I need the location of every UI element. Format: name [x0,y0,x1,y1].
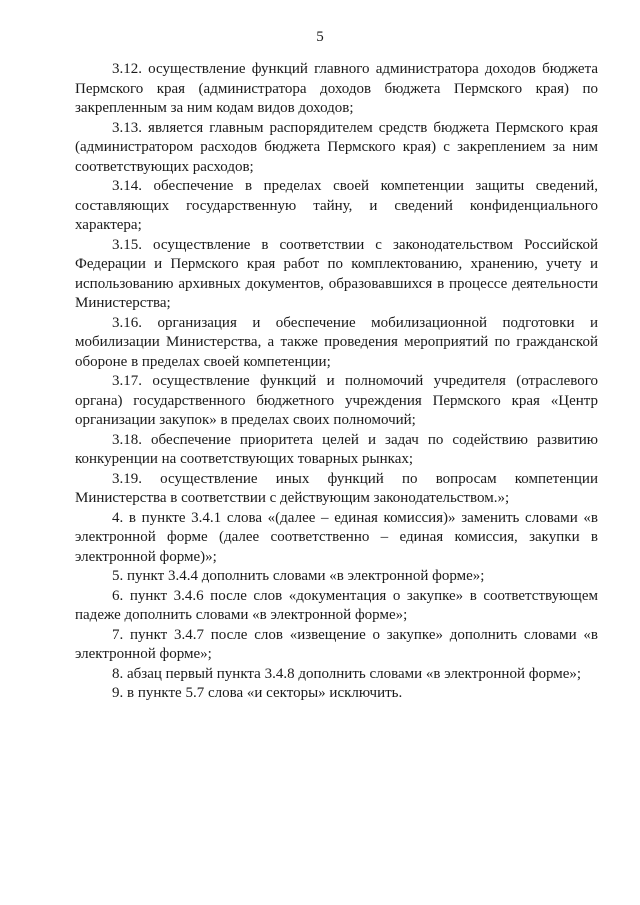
paragraph-item-8: 8. абзац первый пункта 3.4.8 дополнить словами «в электронной форме»; [112,665,582,682]
paragraph-item-5: 5. пункт 3.4.4 дополнить словами «в электронной форме»; [112,568,485,584]
paragraph-3-15: 3.15. осуществление в соответствии с законодательством Российской Федерации и Пермского края работ по комплектованию, хранению, учету и использованию архивных документов, образовавшихся в процессе деятельности Министерства; [75,236,598,311]
paragraph-3-18: 3.18. обеспечение приоритета целей и задач по содействию развитию конкуренции на соответствующих товарных рынках; [75,431,598,467]
paragraph-item-9: 9. в пункте 5.7 слова «и секторы» исключить. [112,685,403,701]
document-body [75,60,598,704]
page-number: 5 [316,29,324,45]
paragraph-3-19: 3.19. осуществление иных функций по вопросам компетенции Министерства в соответствии с действующим законодательством.»; [75,470,598,506]
paragraph-3-13: 3.13. является главным распорядителем средств бюджета Пермского края (администратором расходов бюджета Пермского края) с закреплением за ним соответствующих расходов; [75,119,598,175]
paragraph-3-12: 3.12. осуществление функций главного администратора доходов бюджета Пермского края (администратора доходов бюджета Пермского края) по закрепленным за ним кодам видов доходов; [75,61,598,116]
paragraph-item-4: 4. в пункте 3.4.1 слова «(далее – единая комиссия)» заменить словами «в электронной форме (далее соответственно – единая комиссия, закупки в электронной форме)»; [75,509,598,565]
paragraph-3-14: 3.14. обеспечение в пределах своей компетенции защиты сведений, составляющих государственную тайну, и сведений конфиденциального характера; [75,178,598,233]
paragraph-3-17: 3.17. осуществление функций и полномочий учредителя (отраслевого органа) государственного бюджетного учреждения Пермского края «Центр организации закупок» в пределах своих полномочий; [75,373,598,428]
paragraph-item-6: 6. пункт 3.4.6 после слов «документация о закупке» в соответствующем падеже дополнить словами «в электронной форме»; [75,587,598,623]
paragraph-3-16: 3.16. организация и обеспечение мобилизационной подготовки и мобилизации Министерства, а также проведения мероприятий по гражданской обороне в пределах своей компетенции; [75,314,598,370]
paragraph-item-7: 7. пункт 3.4.7 после слов «извещение о закупке» дополнить словами «в электронной форме»; [75,626,598,662]
